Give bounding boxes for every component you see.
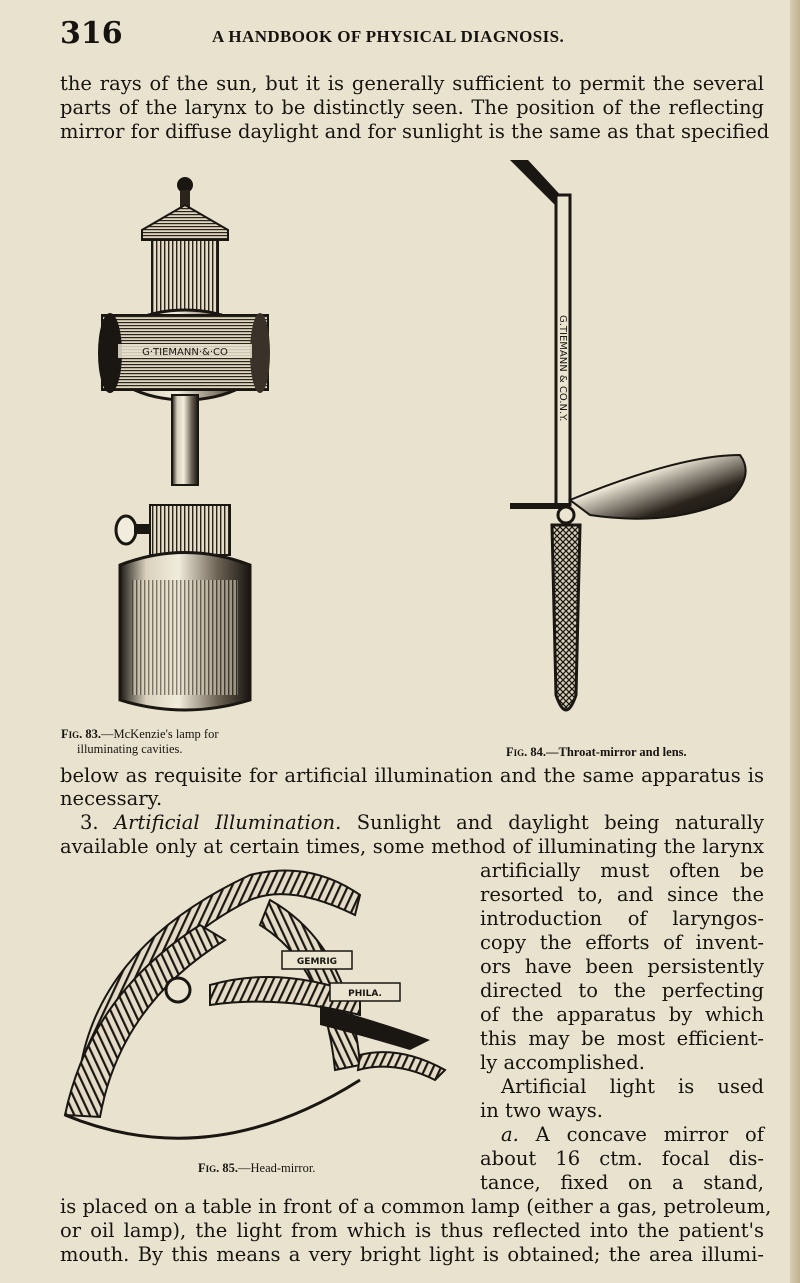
lamp-engraving: G·TIEMANN·&·CO — [142, 347, 228, 358]
body-line: ors have been persistently — [480, 955, 764, 978]
body-text: Sunlight and daylight being naturally — [356, 811, 764, 834]
body-line: in two ways. — [480, 1099, 603, 1122]
head-mirror-engraving-1: GEMRIG — [296, 957, 338, 967]
running-head: A HANDBOOK OF PHYSICAL DIAGNOSIS. — [212, 27, 565, 46]
body-line: mirror for diffuse daylight and for sunlight is the same as that specified — [60, 120, 770, 143]
figure-label: Fig. 84. — [506, 745, 547, 759]
body-line: available only at certain times, some method of illuminating the larynx — [60, 835, 764, 858]
caption-text: —McKenzie's lamp for — [101, 727, 219, 741]
section-heading-line — [80, 811, 764, 835]
body-line: the rays of the sun, but it is generally sufficient to permit the several — [60, 72, 764, 95]
body-line: directed to the perfecting — [480, 979, 764, 1002]
body-line: parts of the larynx to be distinctly seen. The position of the reflecting — [60, 96, 764, 119]
body-line: resorted to, and since the — [480, 883, 764, 906]
caption-text: —Head-mirror. — [238, 1161, 316, 1175]
caption-text: —Throat-mirror and lens. — [546, 745, 687, 759]
figure-85-caption — [198, 1161, 315, 1176]
body-line: of the apparatus by which — [480, 1003, 764, 1026]
figure-84-caption — [506, 745, 687, 760]
body-line — [501, 1123, 764, 1147]
section-title: Artificial Illumination. — [114, 811, 342, 834]
body-line: introduction of laryngos- — [480, 907, 764, 930]
figure-label: Fig. 83. — [61, 727, 102, 741]
page-header — [60, 16, 760, 56]
section-number: 3. — [80, 811, 99, 834]
figure-84-throat-mirror — [500, 155, 760, 735]
mirror-engraving: G.TIEMANN & CO.N.Y. — [557, 315, 568, 422]
body-line: is placed on a table in front of a common lamp (either a gas, petroleum, — [60, 1195, 772, 1218]
body-line: mouth. By this means a very bright light is obtained; the area illumi- — [60, 1243, 764, 1266]
body-line: necessary. — [60, 787, 163, 810]
figure-label: Fig. 85. — [198, 1161, 239, 1175]
body-line: artificially must often be — [480, 859, 764, 882]
body-line: about 16 ctm. focal dis- — [480, 1147, 764, 1170]
figure-85-head-mirror — [60, 855, 470, 1155]
body-line: tance, fixed on a stand, — [480, 1171, 764, 1194]
figure-83-caption — [61, 727, 219, 757]
head-mirror-engraving-2: PHILA. — [348, 989, 382, 999]
page-number: 316 — [60, 16, 123, 51]
body-text: A concave mirror of — [535, 1123, 764, 1146]
body-line: or oil lamp), the light from which is thus reflected into the patient's — [60, 1219, 764, 1242]
body-line: Artificial light is used — [501, 1075, 764, 1098]
body-line: below as requisite for artificial illumination and the same apparatus is — [60, 764, 764, 787]
page-edge — [790, 0, 800, 1283]
caption-text: illuminating cavities. — [77, 742, 183, 756]
list-label: a. — [501, 1123, 519, 1146]
body-line: this may be most efficient- — [480, 1027, 764, 1050]
figure-83-lamp — [80, 160, 280, 720]
body-line: copy the efforts of invent- — [480, 931, 764, 954]
body-line: ly accomplished. — [480, 1051, 645, 1074]
